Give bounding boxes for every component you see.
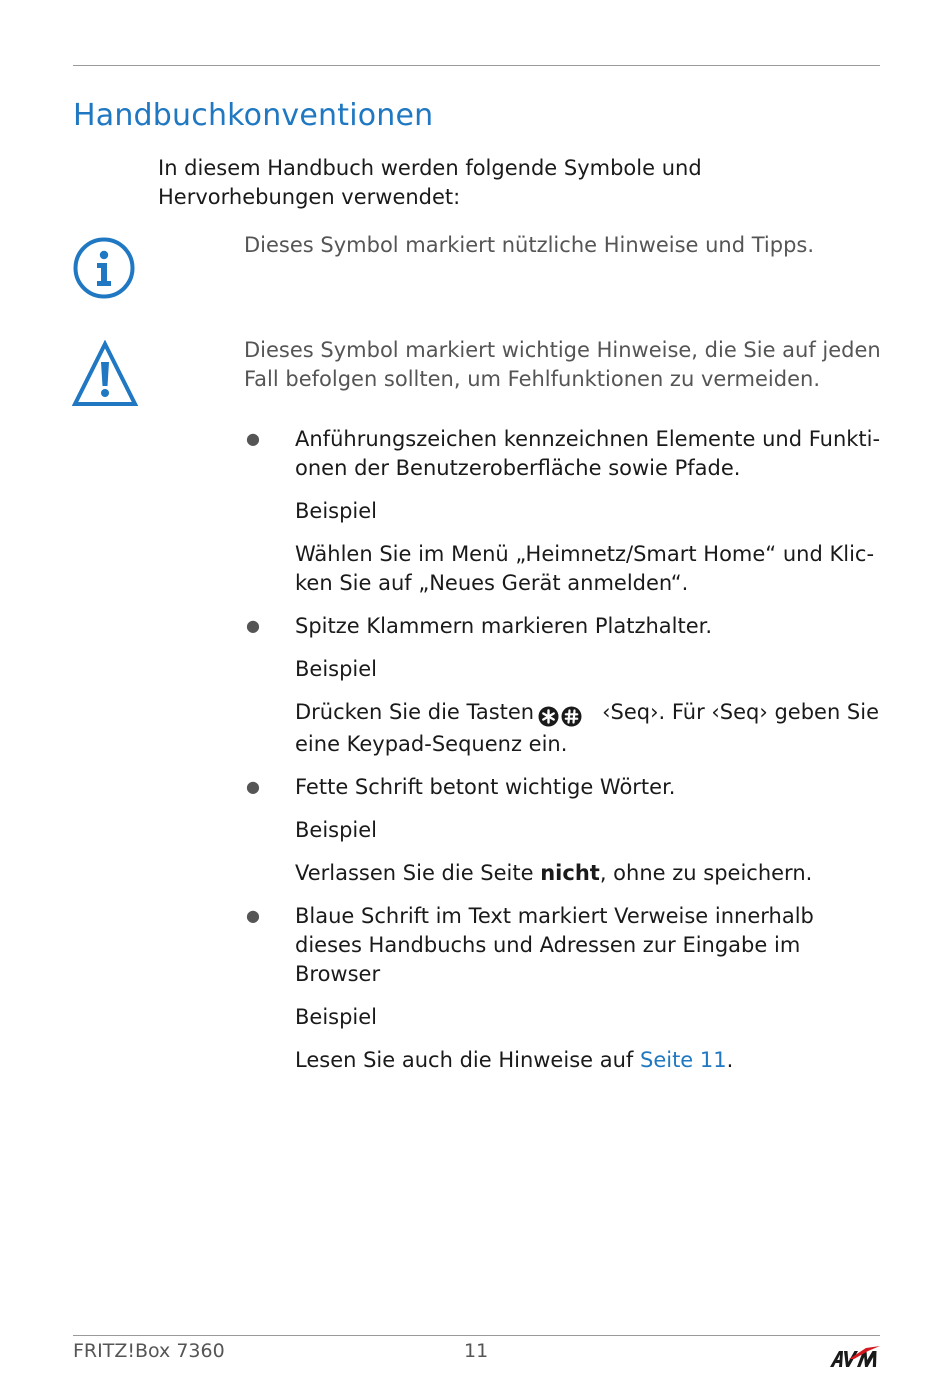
keypad-keys — [538, 701, 582, 730]
example-label: Beispiel — [295, 1005, 378, 1029]
example-text-after: . — [726, 1048, 734, 1072]
convention-list — [244, 425, 884, 1089]
warning-icon — [72, 340, 138, 408]
example-text — [295, 1046, 884, 1075]
bullet-icon: ● — [246, 429, 260, 448]
list-item — [244, 902, 884, 1075]
page-title: Handbuchkonventionen — [73, 98, 434, 133]
bullet-icon: ● — [246, 777, 260, 796]
page-number: 11 — [464, 1340, 489, 1362]
footer-product: FRITZ!Box 7360 — [73, 1340, 225, 1362]
example-text-after: ‹Seq›. Für ‹Seq› geben Sie eine Keypad-Sequenz ein. — [295, 700, 880, 756]
avm-logo — [830, 1346, 882, 1368]
bullet-text: Fette Schrift betont wichtige Wörter. — [295, 775, 676, 799]
example-label: Beispiel — [295, 499, 378, 523]
info-note: Dieses Symbol markiert nützliche Hinweise und Tipps. — [244, 233, 815, 257]
info-icon — [72, 236, 136, 300]
bold-word: nicht — [540, 861, 600, 885]
list-item — [244, 425, 884, 598]
bullet-text: Anführungszeichen kennzeichnen Elemente und Funktionen der Benutzeroberfläche sowie Pfade. — [295, 427, 881, 480]
example-text-after: , ohne zu speichern. — [599, 861, 813, 885]
bottom-rule — [73, 1335, 880, 1336]
example-text-before: Lesen Sie auch die Hinweise auf — [295, 1048, 634, 1072]
warning-note: Dieses Symbol markiert wichtige Hinweise, die Sie auf jeden Fall befolgen sollten, um Fehlfunktionen zu vermeiden. — [244, 338, 881, 391]
bullet-icon: ● — [246, 906, 260, 925]
intro-text: In diesem Handbuch werden folgende Symbole und Hervorhebungen verwendet: — [158, 156, 702, 209]
example-label: Beispiel — [295, 818, 378, 842]
list-item — [244, 612, 884, 759]
bullet-text: Blaue Schrift im Text markiert Verweise innerhalb dieses Handbuchs und Adressen zur Eingabe im Browser — [295, 904, 814, 986]
page-reference-link[interactable]: Seite 11 — [639, 1048, 727, 1072]
example-text: Wählen Sie im Menü „Heimnetz/Smart Home“ und Klicken Sie auf „Neues Gerät anmelden“. — [295, 542, 875, 595]
list-item — [244, 773, 884, 888]
example-text-before: Verlassen Sie die Seite — [295, 861, 534, 885]
example-text — [295, 859, 884, 888]
top-rule — [73, 65, 880, 66]
bullet-text: Spitze Klammern markieren Platzhalter. — [295, 614, 713, 638]
bullet-icon: ● — [246, 616, 260, 635]
example-label: Beispiel — [295, 657, 378, 681]
star-key-icon — [538, 706, 559, 727]
hash-key-icon — [561, 706, 582, 727]
example-text — [295, 698, 884, 759]
example-text-before: Drücken Sie die Tasten — [295, 700, 535, 724]
